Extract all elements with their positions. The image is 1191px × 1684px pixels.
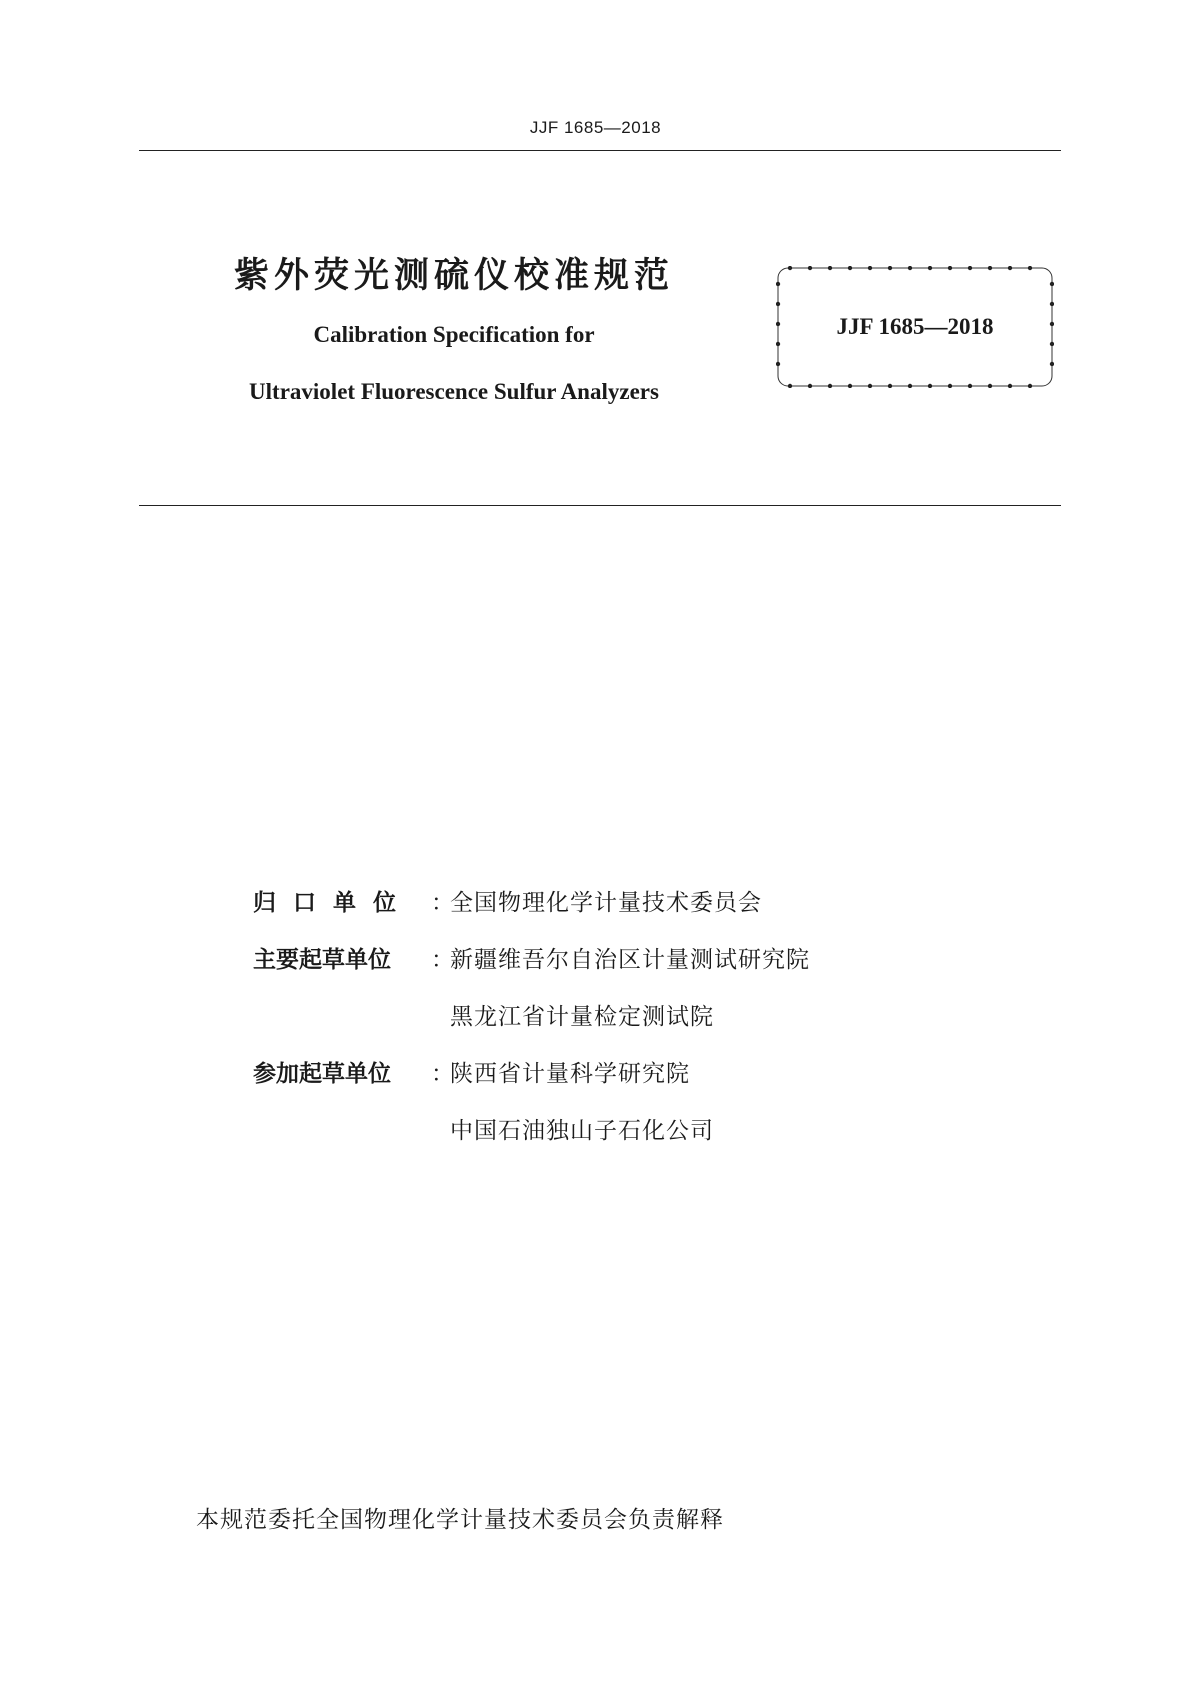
org-row-participating-1	[253, 1059, 1013, 1116]
border-dot	[1028, 266, 1032, 270]
border-dot	[928, 266, 932, 270]
responsible-unit-label: 归口单位	[253, 890, 413, 916]
border-dot	[1028, 384, 1032, 388]
border-dot	[1050, 342, 1054, 346]
border-dot	[776, 282, 780, 286]
org-row-responsible	[253, 888, 1013, 945]
border-dot	[988, 384, 992, 388]
border-dot	[908, 266, 912, 270]
border-dot	[888, 384, 892, 388]
border-dot	[928, 384, 932, 388]
org-row-main-drafting-1	[253, 945, 1013, 1002]
border-dot	[848, 384, 852, 388]
border-dot	[1008, 266, 1012, 270]
border-dot	[828, 266, 832, 270]
border-dot	[1050, 362, 1054, 366]
border-dot	[968, 266, 972, 270]
org-row-main-drafting-2	[253, 1002, 1013, 1059]
label-colon: ：	[431, 890, 454, 916]
title-english-line-2: Ultraviolet Fluorescence Sulfur Analyzers	[249, 379, 659, 404]
interpretation-note: 本规范委托全国物理化学计量技术委员会负责解释	[196, 1507, 724, 1533]
border-dot	[968, 384, 972, 388]
participating-drafting-unit-label: 参加起草单位	[253, 1061, 391, 1087]
border-dot	[776, 342, 780, 346]
border-dot	[776, 362, 780, 366]
border-dot	[888, 266, 892, 270]
title-english-line-1: Calibration Specification for	[313, 322, 595, 347]
border-dot	[868, 384, 872, 388]
standard-code-box-text: JJF 1685—2018	[836, 314, 994, 339]
label-colon: ：	[431, 947, 454, 973]
border-dot	[788, 266, 792, 270]
header-rule	[139, 150, 1061, 151]
standard-code-box	[776, 266, 1054, 388]
border-dot	[788, 384, 792, 388]
main-drafting-unit-value-1: 新疆维吾尔自治区计量测试研究院	[450, 947, 810, 973]
border-dot	[776, 302, 780, 306]
title-section-rule	[139, 505, 1061, 506]
border-dot	[1050, 282, 1054, 286]
title-chinese: 紫外荧光测硫仪校准规范	[233, 256, 674, 296]
main-drafting-unit-value-2: 黑龙江省计量检定测试院	[450, 1004, 714, 1030]
border-dot	[988, 266, 992, 270]
header-standard-code: JJF 1685—2018	[529, 118, 662, 137]
main-drafting-unit-label: 主要起草单位	[253, 947, 391, 973]
border-dot	[1050, 302, 1054, 306]
organization-list	[253, 888, 1013, 1173]
border-dot	[1008, 384, 1012, 388]
participating-drafting-unit-value-1: 陕西省计量科学研究院	[450, 1061, 690, 1087]
border-dot	[808, 384, 812, 388]
border-dot	[828, 384, 832, 388]
border-dot	[808, 266, 812, 270]
label-colon: ：	[431, 1061, 454, 1087]
border-dot	[868, 266, 872, 270]
border-dot	[848, 266, 852, 270]
responsible-unit-value: 全国物理化学计量技术委员会	[450, 890, 762, 916]
border-dot	[948, 384, 952, 388]
org-row-participating-2	[253, 1116, 1013, 1173]
border-dot	[948, 266, 952, 270]
participating-drafting-unit-value-2: 中国石油独山子石化公司	[450, 1118, 714, 1144]
border-dot	[908, 384, 912, 388]
